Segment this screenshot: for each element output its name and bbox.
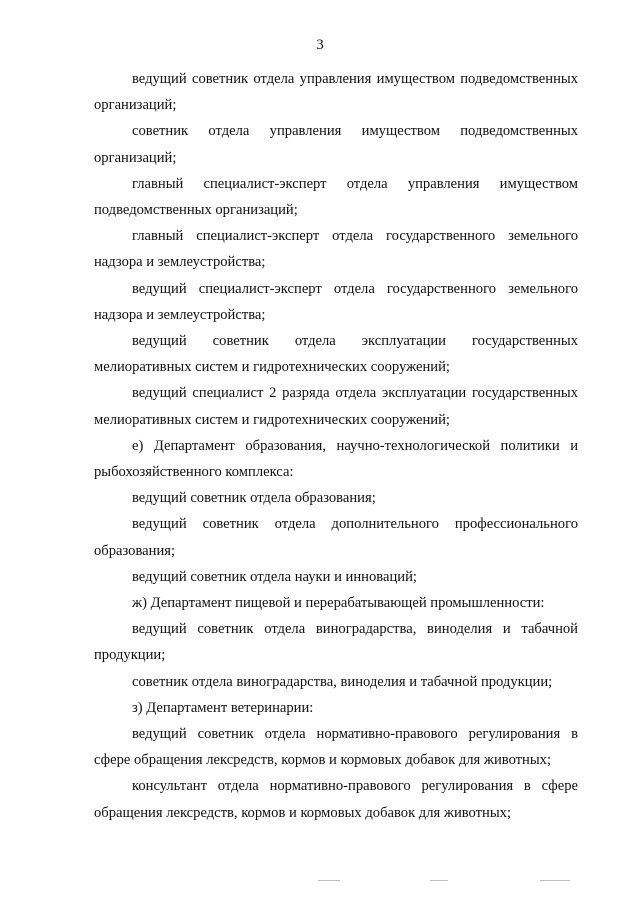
paragraph-6: ведущий советник отдела эксплуатации государственных мелиоративных систем и гидротехнических сооружений; — [94, 333, 578, 376]
paragraph-14: советник отдела виноградарства, виноделия и табачной продукции; — [132, 673, 553, 690]
paragraph-5: ведущий специалист-эксперт отдела государственного земельного надзора и землеустройства; — [94, 280, 578, 323]
scan-artifact-line — [430, 880, 448, 881]
paragraph-17: консультант отдела нормативно-правового регулирования в сфере обращения лексредств, кормов и кормовых добавок для животных; — [94, 778, 578, 821]
paragraph-1: ведущий советник отдела управления имуществом подведомственных организаций; — [94, 71, 578, 114]
paragraph-7: ведущий специалист 2 разряда отдела эксплуатации государственных мелиоративных систем и гидротехнических сооружений; — [94, 385, 578, 428]
paragraph-2: советник отдела управления имуществом подведомственных организаций; — [94, 123, 578, 166]
paragraph-3: главный специалист-эксперт отдела управления имуществом подведомственных организаций; — [94, 175, 578, 219]
paragraph-12: ж) Департамент пищевой и перерабатывающей промышленности: — [132, 595, 545, 612]
paragraph-15: з) Департамент ветеринарии: — [132, 699, 314, 716]
paragraph-13: ведущий советник отдела виноградарства, виноделия и табачной продукции; — [94, 621, 578, 664]
paragraph-4: главный специалист-эксперт отдела государственного земельного надзора и землеустройства; — [94, 228, 578, 271]
document-body — [94, 66, 578, 826]
paragraph-8: е) Департамент образования, научно-технологической политики и рыбохозяйственного комплекса: — [94, 437, 578, 481]
paragraph-10: ведущий советник отдела дополнительного профессионального образования; — [94, 516, 578, 559]
paragraph-16: ведущий советник отдела нормативно-правового регулирования в сфере обращения лексредств, кормов и кормовых добавок для животных; — [94, 726, 578, 769]
scan-artifact-line — [540, 880, 570, 881]
scan-artifact-line — [318, 880, 340, 881]
paragraph-9: ведущий советник отдела образования; — [132, 490, 376, 507]
paragraph-11: ведущий советник отдела науки и инноваций; — [132, 568, 417, 585]
page-number: 3 — [316, 37, 324, 53]
